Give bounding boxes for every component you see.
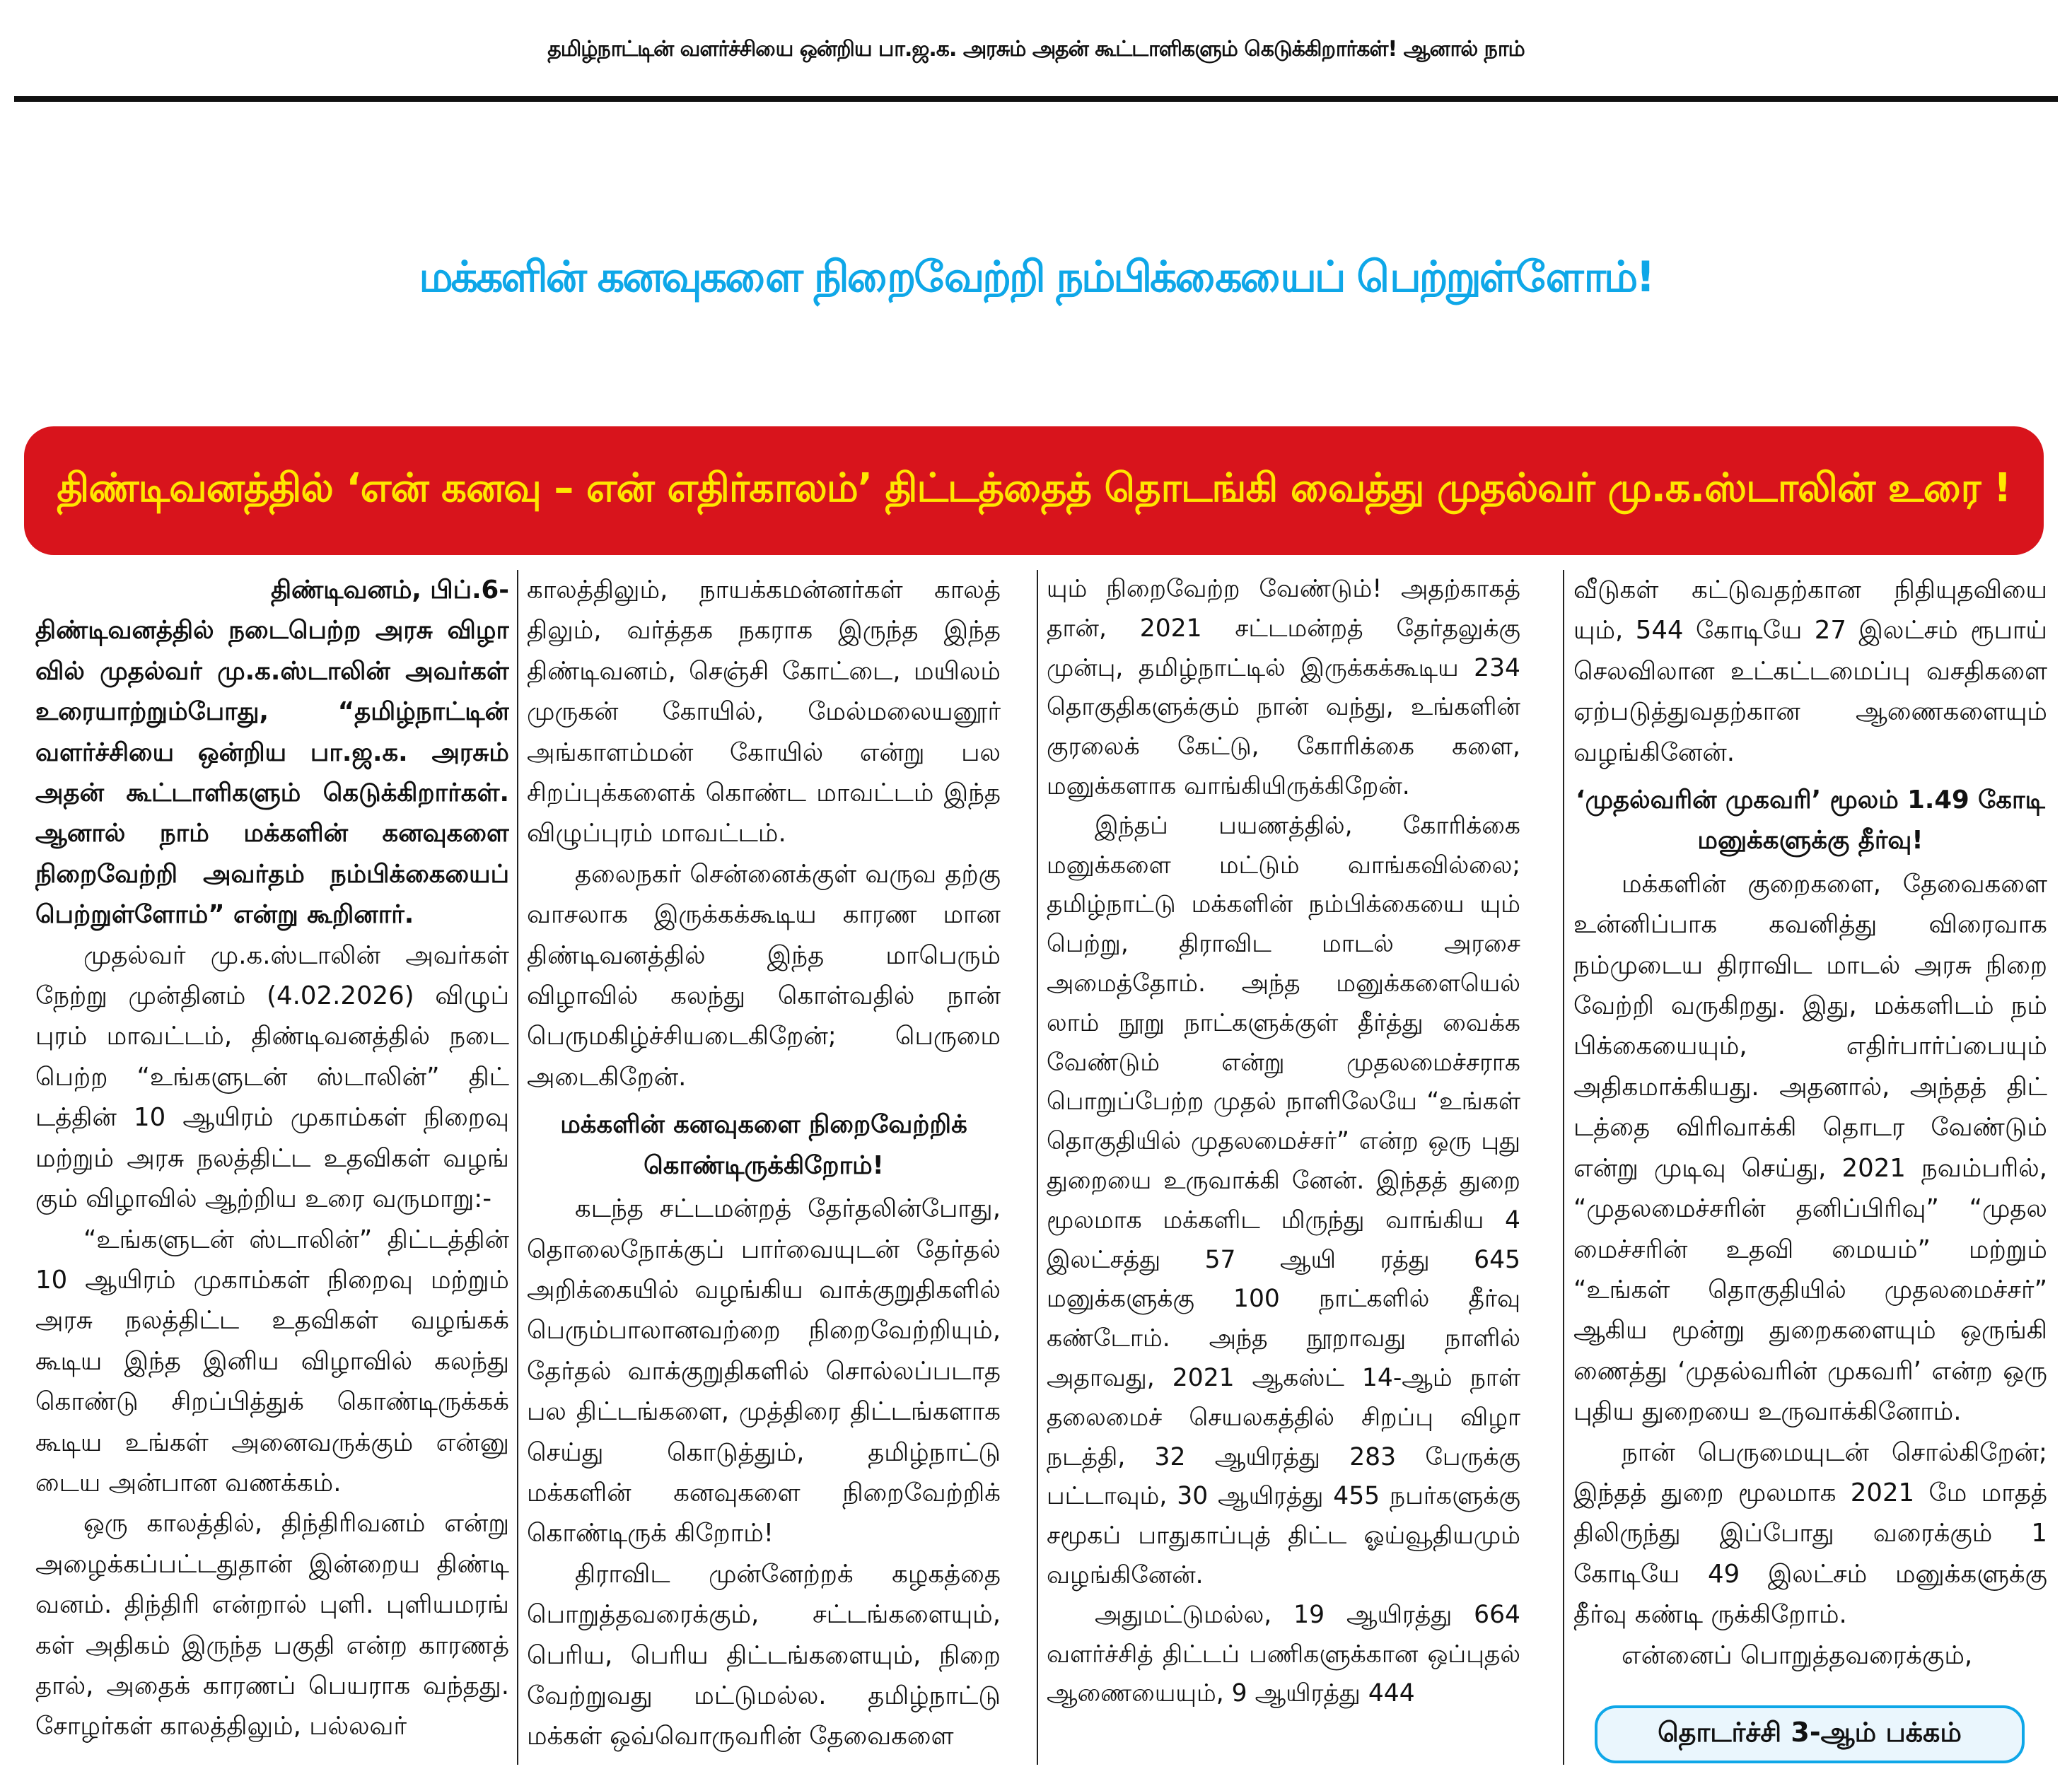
column-divider <box>1563 570 1564 1765</box>
subheading: மக்களின் கனவுகளை நிறைவேற்றிக் கொண்டிருக்கிறோம்! <box>560 1110 967 1180</box>
sub-headline-banner <box>24 426 2044 555</box>
article-column-4 <box>1573 570 2047 1765</box>
paragraph: காலத்திலும், நாயக்கமன்னர்கள் காலத் திலும், வர்த்தக நகராக இருந்த இந்த திண்டிவனம், செஞ்சி கோட்டை, மயிலம் முருகன் கோயில், மேல்மலையனூர் அங்காளம்மன் கோயில் என்று பல சிறப்புக்களைக் கொண்ட மாவட்டம் இந்த விழுப்புரம் மாவட்டம். <box>527 576 1001 848</box>
paragraph: யும் நிறைவேற்ற வேண்டும்! அதற்காகத் தான், 2021 சட்டமன்றத் தேர்தலுக்கு முன்பு, தமிழ்நாட்டில் இருக்கக்கூடிய 234 தொகுதிகளுக்கும் நான் வந்து, உங்களின் குரலைக் கேட்டு, கோரிக்கை களை, மனுக்களாக வாங்கியிருக்கிறேன். <box>1047 575 1520 800</box>
article-column-1 <box>35 570 509 1765</box>
kicker-headline: தமிழ்நாட்டின் வளர்ச்சியை ஒன்றிய பா.ஜ.க. அரசும் அதன் கூட்டாளிகளும் கெடுக்கிறார்கள்! ஆனால் நாம் <box>14 4 2058 102</box>
continued-on-page-label: தொடர்ச்சி 3-ஆம் பக்கம் <box>1595 1705 2025 1763</box>
main-headline: மக்களின் கனவுகளை நிறைவேற்றி நம்பிக்கையைப் பெற்றுள்ளோம்! <box>419 252 1653 302</box>
paragraph: முதல்வர் மு.க.ஸ்டாலின் அவர்கள் நேற்று முன்தினம் (4.02.2026) விழுப் புரம் மாவட்டம், திண்டிவனத்தில் நடை பெற்ற “உங்களுடன் ஸ்டாலின்” திட் டத்தின் 10 ஆயிரம் முகாம்கள் நிறைவு மற்றும் அரசு நலத்திட்ட உதவிகள் வழங் கும் விழாவில் ஆற்றிய உரை வருமாறு:- <box>35 940 509 1214</box>
paragraph: ஒரு காலத்தில், திந்திரிவனம் என்று அழைக்கப்பட்டதுதான் இன்றைய திண்டி வனம். திந்திரி என்றால் புளி. புளியமரங் கள் அதிகம் இருந்த பகுதி என்ற காரணத் தால், அதைக் காரணப் பெயராக வந்தது. சோழர்கள் காலத்திலும், பல்லவர் <box>35 1509 509 1741</box>
paragraph: என்னைப் பொறுத்தவரைக்கும், <box>1622 1640 1973 1670</box>
paragraph: கடந்த சட்டமன்றத் தேர்தலின்போது, தொலைநோக்குப் பார்வையுடன் தேர்தல் அறிக்கையில் வழங்கிய வாக்குறுதிகளில் பெரும்பாலானவற்றை நிறைவேற்றியும், தேர்தல் வாக்குறுதிகளில் சொல்லப்படாத பல திட்டங்களை, முத்திரை திட்டங்களாக செய்து கொடுத்தும், தமிழ்நாட்டு மக்களின் கனவுகளை நிறைவேற்றிக் கொண்டிருக் கிறோம்! <box>527 1194 1001 1548</box>
subheading: ‘முதல்வரின் முகவரி’ மூலம் 1.49 கோடி மனுக்களுக்கு தீர்வு! <box>1576 786 2045 856</box>
paragraph: வீடுகள் கட்டுவதற்கான நிதியுதவியை யும், 544 கோடியே 27 இலட்சம் ரூபாய் செலவிலான உட்கட்டமைப்பு வசதிகளை ஏற்படுத்துவதற்கான ஆணைகளையும் வழங்கினேன். <box>1573 576 2047 767</box>
paragraph: “உங்களுடன் ஸ்டாலின்” திட்டத்தின் 10 ஆயிரம் முகாம்கள் நிறைவு மற்றும் அரசு நலத்திட்ட உதவிகள் வழங்கக் கூடிய இந்த இனிய விழாவில் கலந்து கொண்டு சிறப்பித்துக் கொண்டிருக்கக் கூடிய உங்கள் அனைவருக்கும் என்னு டைய அன்பான வணக்கம். <box>35 1225 509 1497</box>
dateline: திண்டிவனம், பிப்.6- <box>270 576 509 605</box>
paragraph: மக்களின் குறைகளை, தேவைகளை உன்னிப்பாக கவனித்து விரைவாக நம்முடைய திராவிட மாடல் அரசு நிறை வேற்றி வருகிறது. இது, மக்களிடம் நம் பிக்கையையும், எதிர்பார்ப்பையும் அதிகமாக்கியது. அதனால், அந்தத் திட் டத்தை விரிவாக்கி தொடர வேண்டும் என்று முடிவு செய்து, 2021 நவம்பரில், “முதலமைச்சரின் தனிப்பிரிவு” “முதல மைச்சரின் உதவி மையம்” மற்றும் “உங்கள் தொகுதியில் முதலமைச்சர்” ஆகிய மூன்று துறைகளையும் ஒருங்கி ணைத்து ‘முதல்வரின் முகவரி’ என்ற ஒரு புதிய துறையை உருவாக்கினோம். <box>1573 869 2047 1427</box>
column-divider <box>1037 570 1038 1765</box>
paragraph: தலைநகர் சென்னைக்குள் வருவ தற்கு வாசலாக இருக்கக்கூடிய காரண மான திண்டிவனத்தில் இந்த மாபெரும் விழாவில் கலந்து கொள்வதில் நான் பெருமகிழ்ச்சியடைகிறேன்; பெருமை அடைகிறேன். <box>527 859 1001 1092</box>
column-divider <box>517 570 518 1765</box>
paragraph: நான் பெருமையுடன் சொல்கிறேன்; இந்தத் துறை மூலமாக 2021 மே மாதத் திலிருந்து இப்போது வரைக்கும் 1 கோடியே 49 இலட்சம் மனுக்களுக்கு தீர்வு கண்டி ருக்கிறோம். <box>1573 1437 2047 1630</box>
article-column-3 <box>1047 570 1520 1765</box>
paragraph: இந்தப் பயணத்தில், கோரிக்கை மனுக்களை மட்டும் வாங்கவில்லை; தமிழ்நாட்டு மக்களின் நம்பிக்கையை யும் பெற்று, திராவிட மாடல் அரசை அமைத்தோம். அந்த மனுக்களையெல் லாம் நூறு நாட்களுக்குள் தீர்த்து வைக்க வேண்டும் என்று முதலமைச்சராக பொறுப்பேற்ற முதல் நாளிலேயே “உங்கள் தொகுதியில் முதலமைச்சர்” என்ற ஒரு புது துறையை உருவாக்கி னேன். இந்தத் துறை மூலமாக மக்களிட மிருந்து வாங்கிய 4 இலட்சத்து 57 ஆயி ரத்து 645 மனுக்களுக்கு 100 நாட்களில் தீர்வு கண்டோம். அந்த நூறாவது நாளில் அதாவது, 2021 ஆகஸ்ட் 14-ஆம் நாள் தலைமைச் செயலகத்தில் சிறப்பு விழா நடத்தி, 32 ஆயிரத்து 283 பேருக்கு பட்டாவும், 30 ஆயிரத்து 455 நபர்களுக்கு சமூகப் பாதுகாப்புத் திட்ட ஓய்வூதியமும் வழங்கினேன். <box>1047 811 1520 1589</box>
banner-text: திண்டிவனத்தில் ‘என் கனவு – என் எதிர்காலம்’ திட்டத்தைத் தொடங்கி வைத்து முதல்வர் மு.க.ஸ்டாலின் உரை ! <box>57 465 2011 511</box>
paragraph: அதுமட்டுமல்ல, 19 ஆயிரத்து 664 வளர்ச்சித் திட்டப் பணிகளுக்கான ஒப்புதல் ஆணையையும், 9 ஆயிரத்து 444 <box>1047 1600 1520 1708</box>
article-column-2 <box>527 570 1001 1765</box>
lead-paragraph: திண்டிவனத்தில் நடைபெற்ற அரசு விழா வில் முதல்வர் மு.க.ஸ்டாலின் அவர்கள் உரையாற்றும்போது, “தமிழ்நாட்டின் வளர்ச்சியை ஒன்றிய பா.ஜ.க. அரசும் அதன் கூட்டாளிகளும் கெடுக்கிறார்கள். ஆனால் நாம் மக்களின் கனவுகளை நிறைவேற்றி அவர்தம் நம்பிக்கையைப் பெற்றுள்ளோம்” என்று கூறினார். <box>35 616 509 930</box>
paragraph: திராவிட முன்னேற்றக் கழகத்தை பொறுத்தவரைக்கும், சட்டங்களையும், பெரிய, பெரிய திட்டங்களையும், நிறை வேற்றுவது மட்டுமல்ல. தமிழ்நாட்டு மக்கள் ஒவ்வொருவரின் தேவைகளை <box>527 1559 1001 1751</box>
